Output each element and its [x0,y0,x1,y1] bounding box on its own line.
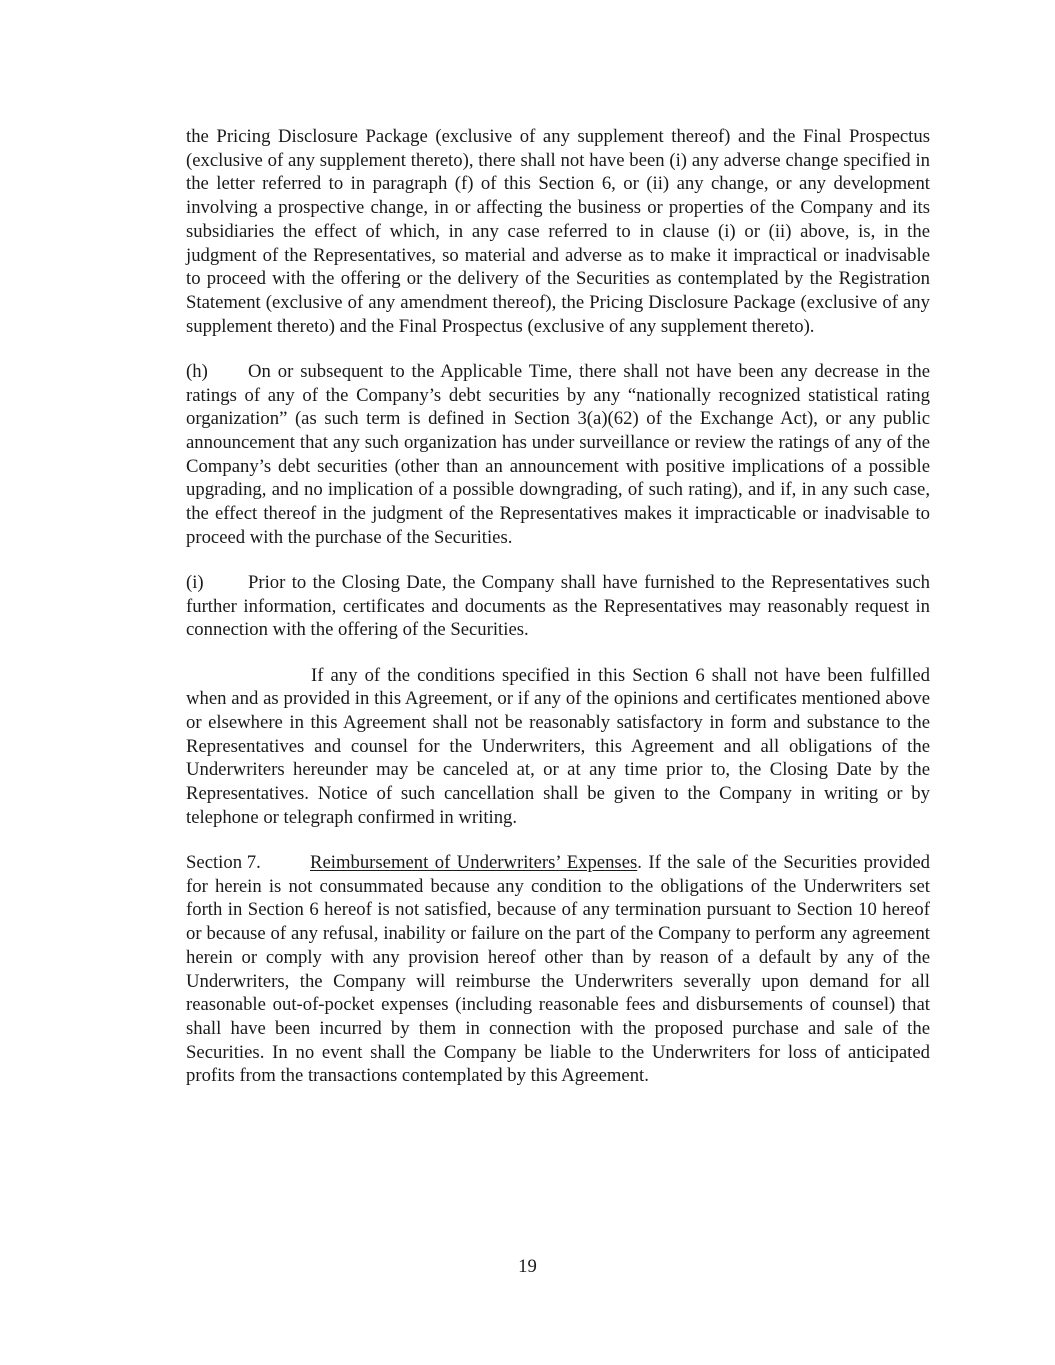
page-number: 19 [518,1256,537,1277]
document-body [186,125,930,1110]
section-7-heading: Reimbursement of Underwriters’ Expenses [310,851,638,873]
paragraph-i-text: Prior to the Closing Date, the Company shall have furnished to the Representatives such further information, certificates and documents as the Representatives may reasonably request in connection with the offering of the Securities. [186,571,930,641]
section-7-text: . If the sale of the Securities provided for herein is not consummated because any condition to the obligations of the Underwriters set forth in Section 6 hereof is not satisfied, because of any termination pursuant to Section 10 hereof or because of any refusal, inability or failure on the part of the Company to perform any agreement herein or comply with any provision hereof other than by reason of a default by any of the Underwriters, the Company will reimburse the Underwriters severally upon demand for all reasonable out-of-pocket expenses (including reasonable fees and disbursements of counsel) that shall have been incurred by them in connection with the proposed purchase and sale of the Securities. In no event shall the Company be liable to the Underwriters for loss of anticipated profits from the transactions contemplated by this Agreement. [186,851,930,1087]
paragraph-h-text: On or subsequent to the Applicable Time, there shall not have been any decrease in the ratings of any of the Company’s debt securities by any “nationally recognized statistical rating organization” (as such term is defined in Section 3(a)(62) of the Exchange Act), or any public announcement that any such organization has under surveillance or review the ratings of any of the Company’s debt securities (other than an announcement with positive implications of a possible upgrading, and no implication of a possible downgrading, of such rating), and if, in any such case, the effect thereof in the judgment of the Representatives makes it impracticable or inadvisable to proceed with the purchase of the Securities. [186,360,930,548]
paragraph-i [186,571,930,642]
paragraph-h [186,360,930,550]
section-7-number: Section 7. [186,851,261,873]
paragraph-h-marker: (h) [186,360,208,382]
conditions-paragraph: If any of the conditions specified in this Section 6 shall not have been fulfilled when and as provided in this Agreement, or if any of the opinions and certificates mentioned above or elsewhere in this Agreement shall not be reasonably satisfactory in form and substance to the Representatives and counsel for the Underwriters, this Agreement and all obligations of the Underwriters hereunder may be canceled at, or at any time prior to, the Closing Date by the Representatives. Notice of such cancellation shall be given to the Company in writing or by telephone or telegraph confirmed in writing. [186,664,930,828]
section-7-paragraph [186,851,930,1088]
continuation-paragraph: the Pricing Disclosure Package (exclusive of any supplement thereof) and the Final Prospectus (exclusive of any supplement thereto), there shall not have been (i) any adverse change specified in the letter referred to in paragraph (f) of this Section 6, or (ii) any change, or any development involving a prospective change, in or affecting the business or properties of the Company and its subsidiaries the effect of which, in any case referred to in clause (i) or (ii) above, is, in the judgment of the Representatives, so material and adverse as to make it impractical or inadvisable to proceed with the offering or the delivery of the Securities as contemplated by the Registration Statement (exclusive of any amendment thereof), the Pricing Disclosure Package (exclusive of any supplement thereto) and the Final Prospectus (exclusive of any supplement thereto). [186,126,930,337]
paragraph-i-marker: (i) [186,571,204,593]
